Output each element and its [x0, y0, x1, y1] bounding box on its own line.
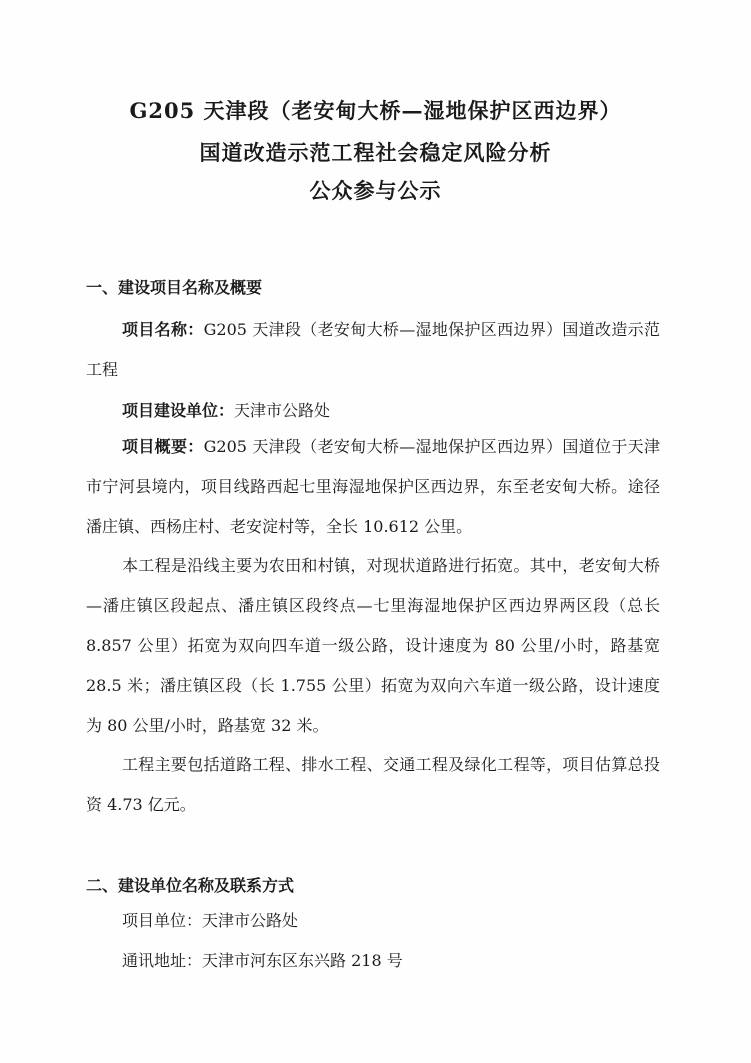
- project-name-paragraph: [86, 310, 660, 390]
- project-investment-paragraph: 工程主要包括道路工程、排水工程、交通工程及绿化工程等，项目估算总投资 4.73 亿元。: [86, 755, 660, 814]
- project-unit-line: 项目单位：天津市公路处: [122, 911, 299, 930]
- project-overview-value: G205 天津段（老安甸大桥—湿地保护区西边界）国道位于天津市宁河县境内，项目线路西起七里海湿地保护区西边界，东至老安甸大桥。途径潘庄镇、西杨庄村、老安淀村等，全长 10.612 公里。: [86, 437, 660, 536]
- project-scope-paragraph: 本工程是沿线主要为农田和村镇，对现状道路进行拓宽。其中，老安甸大桥—潘庄镇区段起点、潘庄镇区段终点—七里海湿地保护区西边界两区段（总长 8.857 公里）拓宽为双向四车道一级公路，设计速度为 80 公里/小时，路基宽 28.5 米；潘庄镇区段（长 1.755 公里）拓宽为双向六车道一级公路，设计速度为 80 公里/小时，路基宽 32 米。: [86, 556, 660, 735]
- project-overview-paragraph: [86, 427, 660, 547]
- document-title-line-2: 国道改造示范工程社会稳定风险分析: [199, 140, 552, 165]
- section-1-heading: 一、建设项目名称及概要: [86, 278, 263, 297]
- project-name-label: 项目名称：: [122, 320, 204, 339]
- project-builder-paragraph: [86, 391, 660, 431]
- project-name-value: G205 天津段（老安甸大桥—湿地保护区西边界）国道改造示范工程: [86, 320, 660, 379]
- project-builder-value: 天津市公路处: [234, 401, 331, 420]
- contact-address-line: 通讯地址：天津市河东区东兴路 218 号: [122, 951, 403, 970]
- document-title-line-1: G205 天津段（老安甸大桥—湿地保护区西边界）: [129, 98, 622, 123]
- section-2-heading: 二、建设单位名称及联系方式: [86, 876, 295, 895]
- project-overview-label: 项目概要：: [122, 437, 204, 456]
- document-title-line-3: 公众参与公示: [309, 178, 442, 203]
- project-builder-label: 项目建设单位：: [122, 401, 235, 420]
